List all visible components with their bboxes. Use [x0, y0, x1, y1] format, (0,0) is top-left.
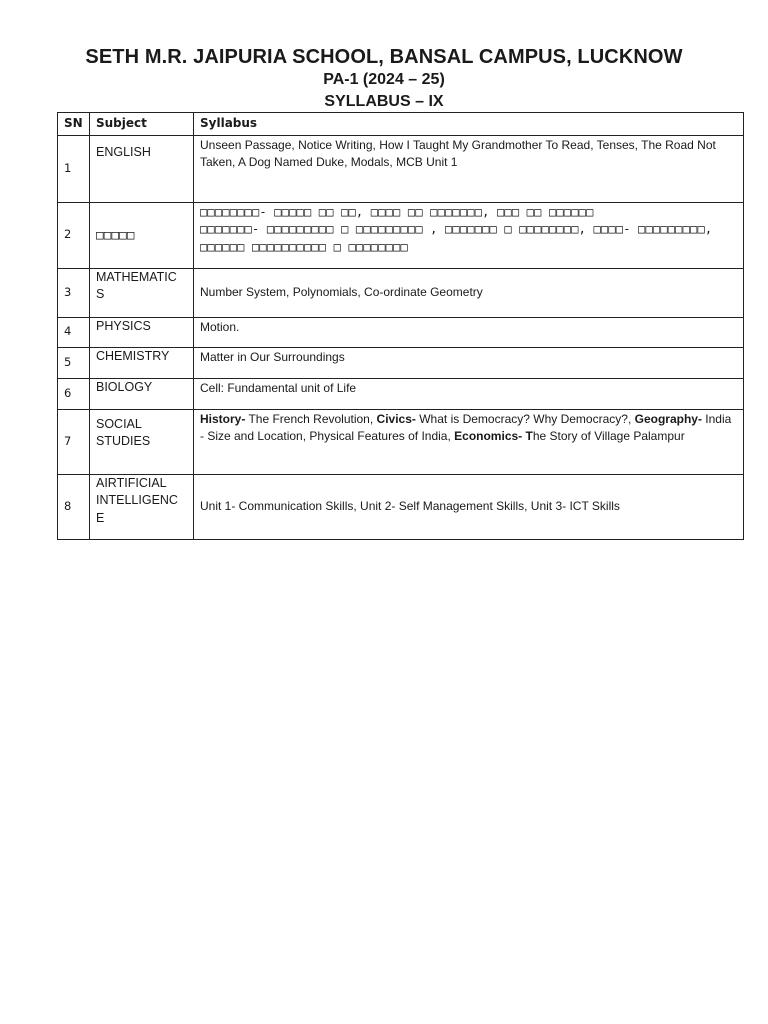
row-subject: CHEMISTRY	[90, 347, 194, 378]
table-row	[58, 409, 744, 474]
row-subject: ENGLISH	[90, 135, 194, 202]
row-syllabus: Matter in Our Surroundings	[194, 347, 744, 378]
row-syllabus	[194, 409, 744, 474]
table-row	[58, 317, 744, 347]
syllabus-title: SYLLABUS – IX	[324, 93, 444, 110]
civics-text: What is Democracy? Why Democracy?,	[415, 411, 635, 426]
header-sn: SN	[58, 113, 90, 136]
header-syllabus: Syllabus	[194, 113, 744, 136]
geography-text: India - Size and Location, Physical Features of India,	[200, 411, 732, 443]
term-title: PA-1 (2024 – 25)	[323, 71, 445, 88]
row-syllabus: Number System, Polynomials, Co-ordinate Geometry	[194, 268, 744, 317]
row-subject: □□□□□	[90, 202, 194, 268]
table-row	[58, 268, 744, 317]
history-label: History-	[200, 411, 246, 426]
row-syllabus: Unit 1- Communication Skills, Unit 2- Self Management Skills, Unit 3- ICT Skills	[194, 474, 744, 539]
table-row	[58, 202, 744, 268]
civics-label: Civics-	[376, 411, 416, 426]
row-sn: 2	[58, 202, 90, 268]
table-row	[58, 474, 744, 539]
history-text: The French Revolution,	[245, 411, 377, 426]
row-syllabus: Motion.	[194, 317, 744, 347]
syllabus-table	[57, 112, 744, 540]
row-subject: MATHEMATIC S	[90, 268, 194, 317]
row-sn: 1	[58, 135, 90, 202]
row-sn: 4	[58, 317, 90, 347]
hindi-line-1: □□□□□□□□- □□□□□ □□ □□, □□□□ □□ □□□□□□□, □□□ □□ □□□□□□	[200, 204, 594, 219]
row-syllabus	[194, 202, 744, 268]
table-row	[58, 347, 744, 378]
table-row	[58, 135, 744, 202]
row-subject: AIRTIFICIAL INTELLIGENC E	[90, 474, 194, 539]
row-sn: 7	[58, 409, 90, 474]
row-syllabus: Cell: Fundamental unit of Life	[194, 378, 744, 409]
row-subject: BIOLOGY	[90, 378, 194, 409]
table-header-row	[58, 113, 744, 136]
row-sn: 8	[58, 474, 90, 539]
economics-text: he Story of Village Palampur	[532, 429, 685, 443]
header-subject: Subject	[90, 113, 194, 136]
row-sn: 3	[58, 268, 90, 317]
row-sn: 6	[58, 378, 90, 409]
table-row	[58, 378, 744, 409]
row-syllabus: Unseen Passage, Notice Writing, How I Taught My Grandmother To Read, Tenses, The Road Not Taken, A Dog Named Duke, Modals, MCB Unit 1	[194, 135, 744, 202]
hindi-line-2: □□□□□□□- □□□□□□□□□ □ □□□□□□□□□ , □□□□□□□ □ □□□□□□□□, □□□□- □□□□□□□□□, □□□□□□ □□□□□□□□□□ □ □□□□□□□□	[200, 222, 713, 254]
row-subject: PHYSICS	[90, 317, 194, 347]
row-subject: SOCIAL STUDIES	[90, 409, 194, 474]
economics-label: Economics- T	[454, 429, 533, 443]
geography-label: Geography-	[634, 411, 702, 426]
school-name: SETH M.R. JAIPURIA SCHOOL, BANSAL CAMPUS, LUCKNOW	[85, 46, 683, 68]
row-sn: 5	[58, 347, 90, 378]
